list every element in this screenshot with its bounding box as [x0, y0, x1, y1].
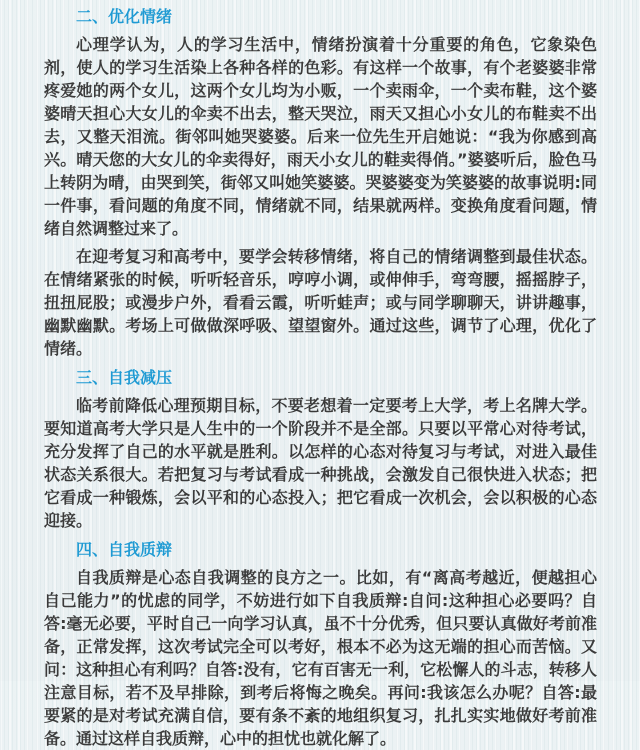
paragraph: 在迎考复习和高考中，要学会转移情绪，将自己的情绪调整到最佳状态。在情绪紧张的时候，听听轻音乐，哼哼小调，或伸伸手，弯弯腰，摇摇脖子，扭扭屁股；或漫步户外，看看云霞，听听蛙声；或与同学聊聊天，讲讲趣事，幽默幽默。考场上可做做深呼吸、望望窗外。通过这些，调节了心理，优化了情绪。 — [44, 247, 597, 358]
section-self-decompress — [44, 366, 597, 532]
paragraph: 自我质辩是心态自我调整的良方之一。比如，有“离高考越近，便越担心自己能力”的忧虑的同学，不妨进行如下自我质辩:自问:这种担心必要吗？自答:毫无必要，平时自己一向学习认真，虽不十分优秀，但只要认真做好考前准备，正常发挥，这次考试完全可以考好，根本不必为这无端的担心而苦恼。又问：这种担心有利吗？自答:没有，它有百害无一利，它松懈人的斗志，转移人注意目标，若不及早排除，到考后将悔之晚矣。再问:我该怎么办呢？自答:最要紧的是对考试充满自信，要有条不紊的地组织复习，扎扎实实地做好考前准备。通过这样自我质辩，心中的担忧也就化解了。 — [44, 568, 597, 748]
section-optimize-emotion — [44, 5, 597, 360]
paragraph: 临考前降低心理预期目标，不要老想着一定要考上大学，考上名牌大学。要知道高考大学只是人生中的一个阶段并不是全部。只要以平常心对待考试，充分发挥了自己的水平就是胜利。以怎样的心态对待复习与考试，对进入最佳状态关系很大。若把复习与考试看成一种挑战，会激发自己很快进入状态；把它看成一种锻炼，会以平和的心态投入；把它看成一次机会，会以积极的心态迎接。 — [44, 396, 597, 530]
section-self-debate — [44, 538, 597, 750]
section-heading-optimize-emotion: 二、优化情绪 — [76, 7, 173, 26]
section-heading-self-debate: 四、自我质辩 — [76, 540, 173, 559]
section-heading-self-decompress: 三、自我减压 — [76, 368, 173, 387]
paragraph: 心理学认为，人的学习生活中，情绪扮演着十分重要的角色，它象染色剂，使人的学习生活染上各种各样的色彩。有这样一个故事，有个老婆婆非常疼爱她的两个女儿，这两个女儿均为小贩，一个卖雨伞，一个卖布鞋，这个婆婆晴天担心大女儿的伞卖不出去，整天哭泣，雨天又担心小女儿的布鞋卖不出去，又整天泪流。街邻叫她哭婆婆。后来一位先生开启她说：“我为你感到高兴。晴天您的大女儿的伞卖得好，雨天小女儿的鞋卖得俏。”婆婆听后，脸色马上转阴为晴，由哭到笑，街邻又叫她笑婆婆。哭婆婆变为笑婆婆的故事说明:同一件事，看问题的角度不同，情绪就不同，结果就两样。变换角度看问题，情绪自然调整过来了。 — [44, 35, 597, 238]
